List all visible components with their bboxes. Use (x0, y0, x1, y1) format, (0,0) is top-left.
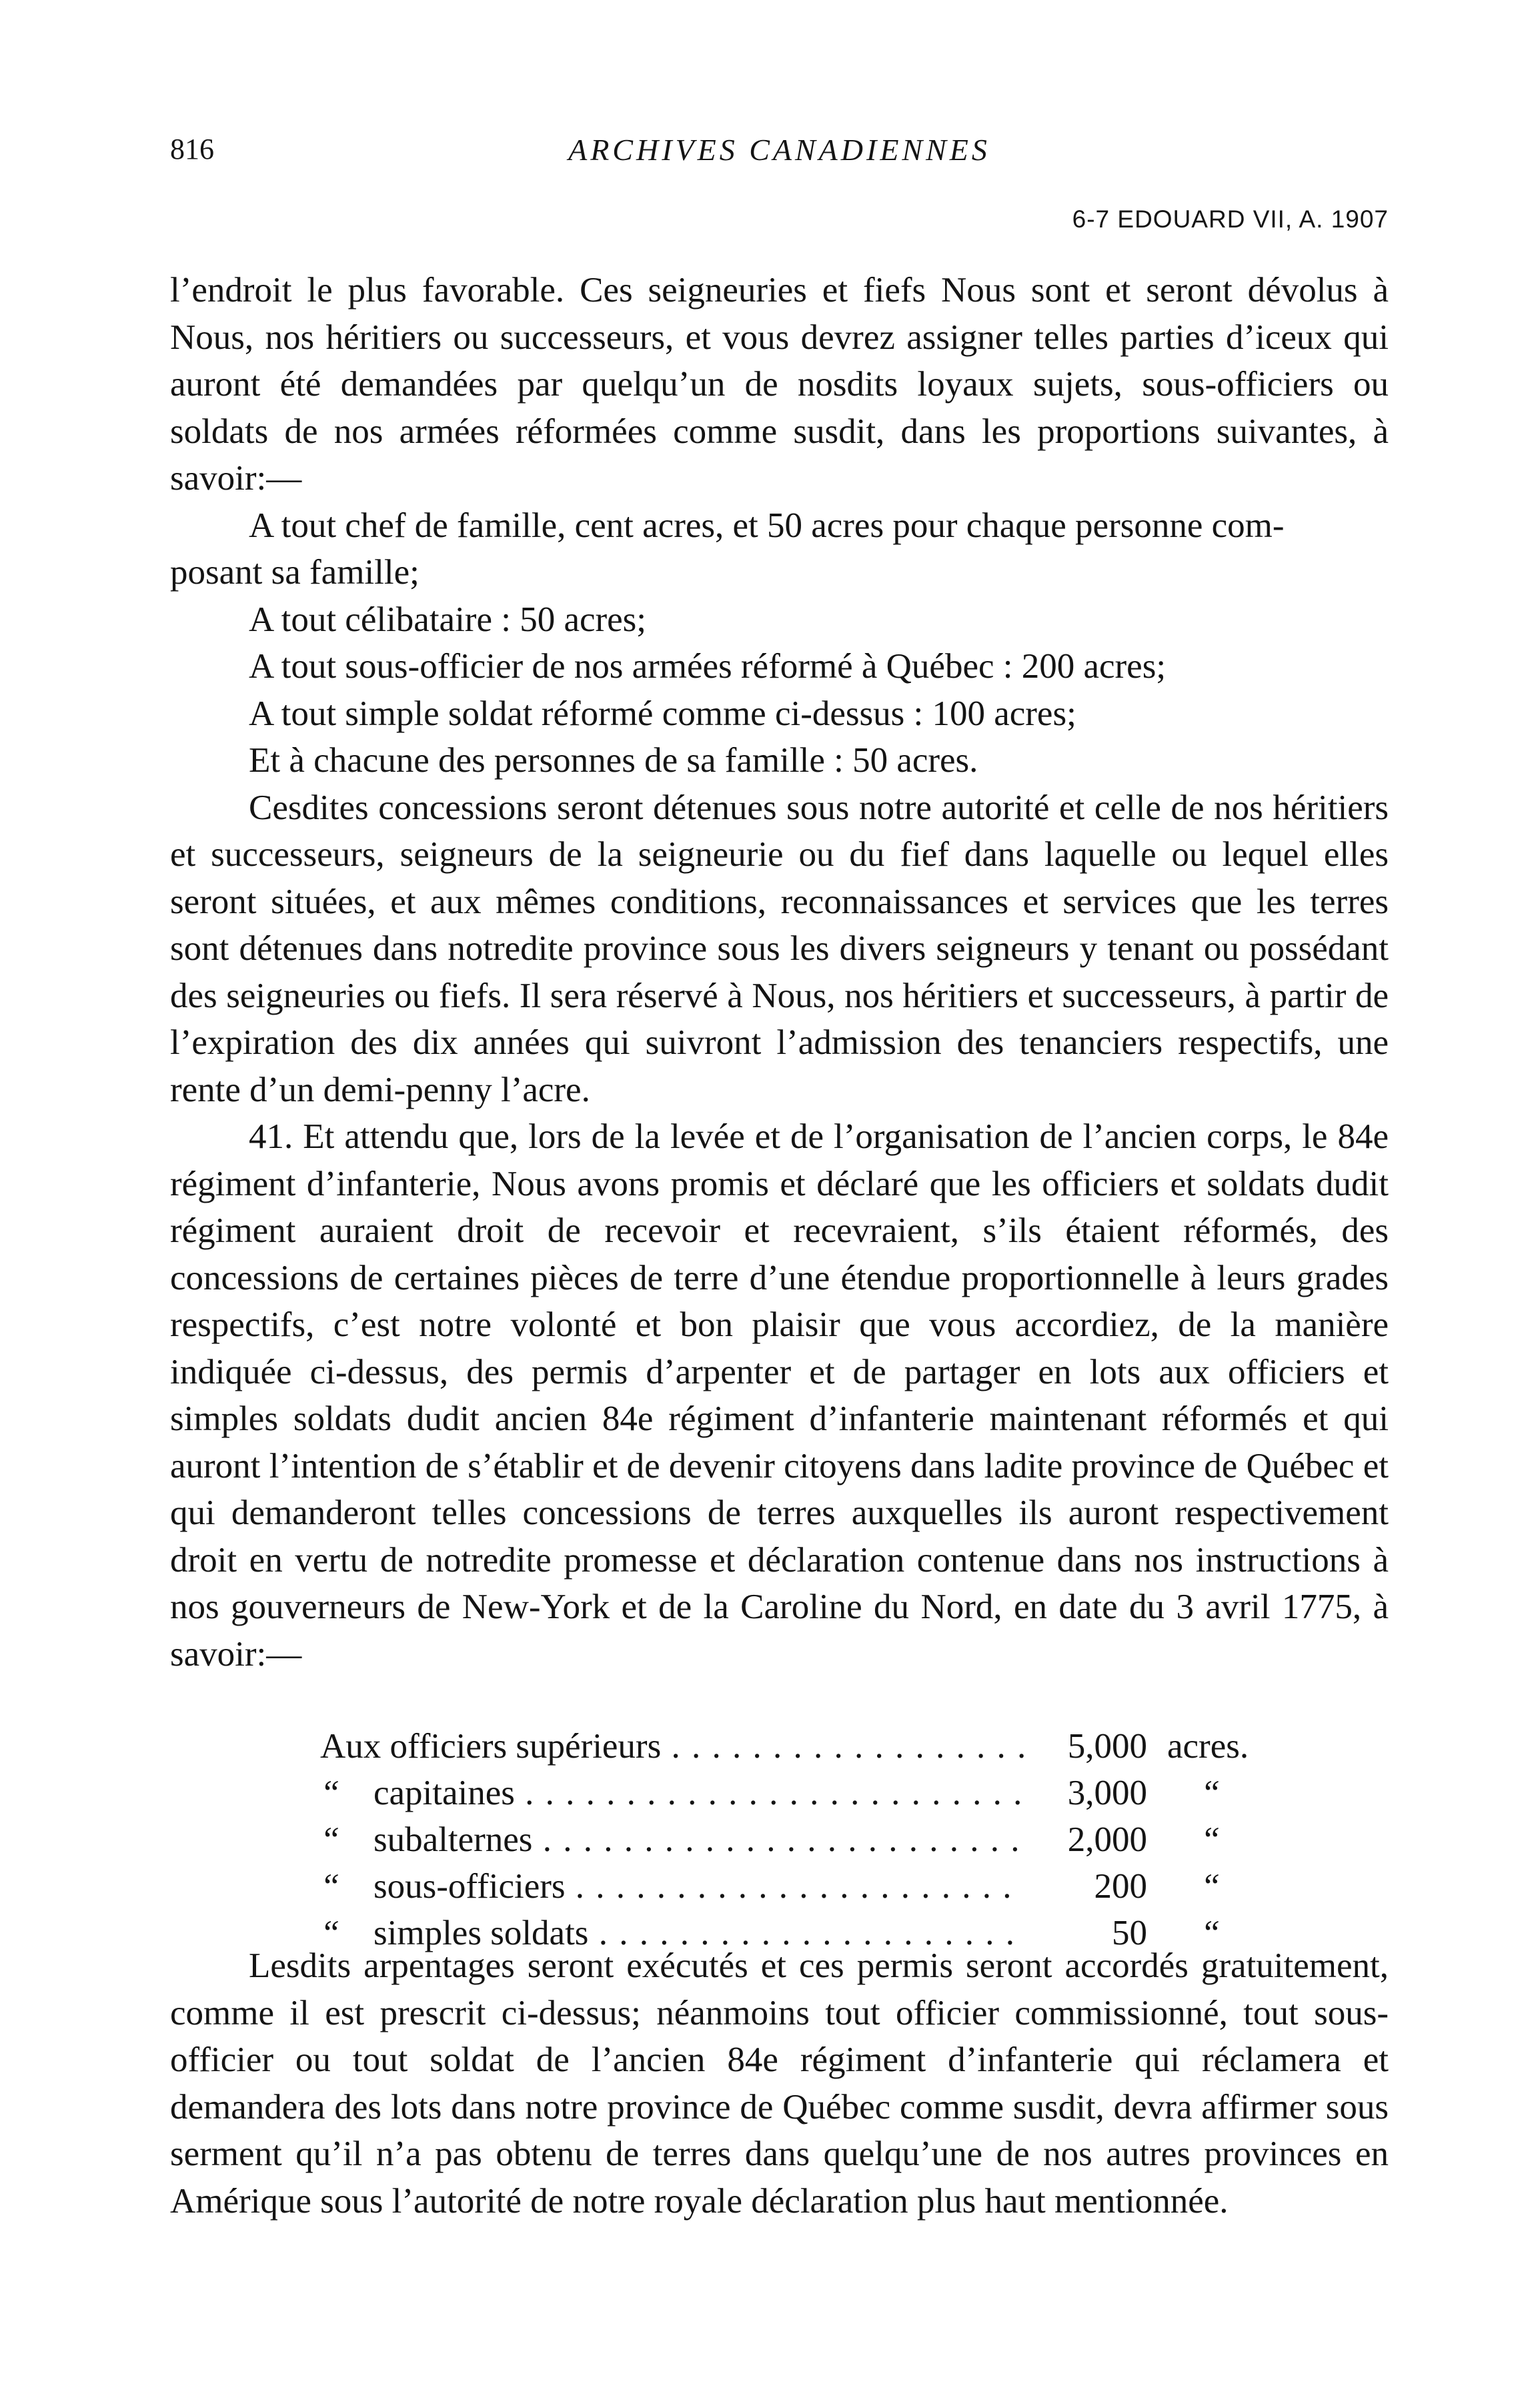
land-grants-table (320, 1723, 1267, 1956)
list-item: Et à chacune des personnes de sa famille : 50 acres. (249, 741, 978, 780)
page-number: 816 (170, 133, 214, 165)
paragraph-3: 41. Et attendu que, lors de la levée et de l’organisation de l’ancien corps, le 84e régiment d’infanterie, Nous avons promis et déclaré que les officiers et soldats dudit régiment auraient droit de recevoir et recevraient, s’ils étaient réformés, des concessions de certaines pièces de terre d’une étendue proportionnelle à leurs grades respectifs, c’est notre volonté et bon plaisir que vous accordiez, de la manière indiquée ci-dessus, des permis d’arpenter et de partager en lots aux officiers et simples soldats dudit ancien 84e régiment d’infanterie maintenant réformés et qui auront l’intention de s’établir et de devenir citoyens dans ladite province de Québec et qui demanderont telles concessions de terres auxquelles ils auront respectivement droit en vertu de notredite promesse et déclaration contenue dans nos instructions à nos gouverneurs de New-York et de la Caroline du Nord, en date du 3 avril 1775, à savoir:— (170, 1117, 1389, 1674)
list-item: A tout célibataire : 50 acres; (249, 600, 647, 639)
list-item: A tout simple soldat réformé comme ci-dessus : 100 acres; (249, 694, 1076, 733)
grant-unit: acres. (1167, 1727, 1249, 1766)
running-title: ARCHIVES CANADIENNES (568, 133, 990, 167)
grant-amount: 2,000 (1067, 1820, 1147, 1859)
list-item: A tout sous-officier de nos armées réformé à Québec : 200 acres; (249, 647, 1167, 686)
paragraph-2: Cesdites concessions seront détenues sous notre autorité et celle de nos héritiers et successeurs, seigneurs de la seigneurie ou du fief dans laquelle ou lequel elles seront situées, et aux mêmes conditions, reconnaissances et services que les terres sont détenues dans notredite province sous les divers seigneurs y tenant ou possédant des seigneuries ou fiefs. Il sera réservé à Nous, nos héritiers et successeurs, à partir de l’expiration des dix années qui suivront l’admission des tenanciers respectifs, une rente d’un demi-penny l’acre. (170, 788, 1389, 1109)
grant-unit: “ (1201, 1774, 1221, 1812)
grant-row (320, 1770, 1267, 1816)
grant-amount: 3,000 (1067, 1774, 1147, 1812)
grant-amount: 50 (1112, 1914, 1147, 1952)
grant-label (320, 1863, 1024, 1910)
session-label: 6-7 EDOUARD VII, A. 1907 (1072, 205, 1389, 233)
grant-row (320, 1863, 1267, 1910)
ditto-mark: “ (320, 1867, 340, 1906)
grant-unit: “ (1201, 1820, 1221, 1859)
ditto-mark: “ (320, 1820, 340, 1859)
list-item: A tout chef de famille, cent acres, et 50 acres pour chaque personne com- (249, 506, 1285, 545)
grant-row (320, 1816, 1267, 1863)
grant-label (320, 1770, 1024, 1816)
paragraph-4: Lesdits arpentages seront exécutés et ces permis seront accordés gratuitement, comme il est prescrit ci-dessus; néanmoins tout officier commissionné, tout sous-officier ou tout soldat de l’ancien 84e régiment d’infanterie qui réclamera et demandera des lots dans notre province de Québec comme susdit, devra affirmer sous serment qu’il n’a pas obtenu de terres dans quelqu’une de nos autres provinces en Amérique sous l’autorité de notre royale déclaration plus haut mentionnée. (170, 1946, 1389, 2221)
grant-amount: 200 (1094, 1867, 1147, 1906)
grant-unit: “ (1201, 1914, 1221, 1952)
page-header (170, 132, 1389, 185)
grant-label-text: subalternes (373, 1820, 533, 1859)
list-item-continuation: posant sa famille; (170, 553, 420, 592)
ditto-mark: “ (320, 1914, 340, 1952)
grant-label-text: capitaines (373, 1774, 515, 1812)
grant-label-text: simples soldats (373, 1914, 589, 1952)
grant-label-text: Aux officiers supérieurs (320, 1727, 662, 1766)
paragraph-1: l’endroit le plus favorable. Ces seigneuries et fiefs Nous sont et seront dévolus à Nous, nos héritiers ou successeurs, et vous devrez assigner telles parties d’iceux qui auront été demandées par quelqu’un de nosdits loyaux sujets, sous-officiers ou soldats de nos armées réformées comme susdit, dans les proportions suivantes, à savoir:— (170, 271, 1389, 498)
body-text-upper (170, 267, 1389, 1678)
grant-label (320, 1816, 1024, 1863)
grant-label-text: sous-officiers (373, 1867, 566, 1906)
grant-label (320, 1723, 1024, 1770)
grant-row (320, 1723, 1267, 1770)
grant-unit: “ (1201, 1867, 1221, 1906)
ditto-mark: “ (320, 1774, 340, 1812)
grant-amount: 5,000 (1067, 1727, 1147, 1766)
body-text-lower (170, 1942, 1389, 2225)
